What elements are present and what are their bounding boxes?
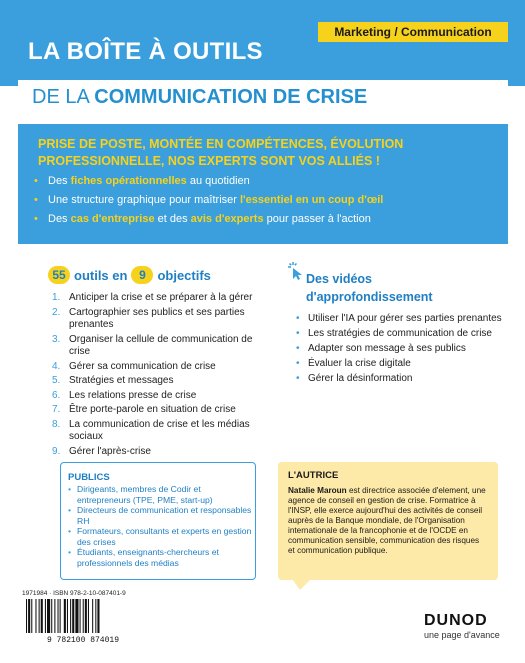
barcode-bar: [85, 599, 87, 633]
item-text: Gérer sa communication de crise: [69, 360, 216, 372]
intro-list: [34, 172, 504, 229]
barcode-bar: [75, 599, 78, 633]
item-text: Cartographier ses publics et ses parties prenantes: [69, 306, 245, 330]
list-item: • Formateurs, consultants et experts en gestion des crises: [68, 526, 252, 547]
list-item: [52, 419, 262, 444]
list-item: • Dirigeants, membres de Codir et entrepreneurs (TPE, PME, start-up): [68, 484, 252, 505]
intro-bullet: [34, 172, 504, 191]
objectives-count-badge: 9: [131, 266, 153, 284]
barcode-bar: [60, 599, 61, 633]
barcode-bar: [95, 599, 96, 633]
category-tag: Marketing / Communication: [318, 22, 508, 42]
author-name: Natalie Maroun: [288, 486, 347, 495]
list-item: [52, 404, 262, 417]
item-number: 3.: [52, 333, 61, 345]
barcode-bar: [45, 599, 46, 633]
barcode-bar: [51, 599, 52, 633]
barcode-bar: [26, 599, 27, 633]
barcode-bar: [72, 599, 74, 633]
item-number: 4.: [52, 360, 61, 372]
barcode-bar: [58, 599, 59, 633]
item-text: Les relations presse de crise: [69, 389, 197, 401]
author-bio: [288, 486, 488, 556]
title-line2: [32, 86, 367, 109]
barcode-bar: [97, 599, 99, 633]
list-item: [52, 446, 262, 459]
barcode-bar: [41, 599, 43, 633]
text: Des: [48, 213, 71, 225]
barcode: [22, 598, 144, 644]
barcode-bar: [92, 599, 93, 633]
cursor-click-icon: [288, 262, 304, 280]
tools-heading: [48, 266, 211, 284]
item-text: Organiser la cellule de communication de crise: [69, 333, 253, 357]
list-item: [52, 375, 262, 388]
barcode-bar: [83, 599, 84, 633]
title-line2-bold: COMMUNICATION DE CRISE: [94, 86, 368, 108]
intro-bullet: [34, 210, 504, 229]
list-item: [52, 307, 262, 332]
title-line1: LA BOÎTE À OUTILS: [28, 38, 263, 65]
item-text: Stratégies et messages: [69, 375, 174, 386]
publics-list: [68, 484, 252, 568]
isbn-line: 1971984 · ISBN 978-2-10-087401-9: [22, 590, 126, 597]
author-title: L'AUTRICE: [288, 470, 339, 481]
list-item: [52, 334, 262, 359]
list-item: • Étudiants, enseignants-chercheurs et professionnels des médias: [68, 547, 252, 568]
publisher-logo: DUNOD: [424, 612, 488, 629]
publics-title: PUBLICS: [68, 472, 110, 483]
item-number: 9.: [52, 445, 61, 457]
item-text: Gérer l'après-crise: [69, 445, 151, 457]
list-item: • Évaluer la crise digitale: [296, 357, 506, 370]
item-number: 1.: [52, 292, 61, 303]
barcode-bar: [54, 599, 55, 633]
text: Des: [48, 175, 71, 187]
item-number: 2.: [52, 306, 61, 318]
intro-headline: PRISE DE POSTE, MONTÉE EN COMPÉTENCES, ÉVOLUTION PROFESSIONNELLE, NOS EXPERTS SONT VOS ALLIÉS !: [38, 137, 404, 168]
item-text: La communication de crise et les médias sociaux: [69, 418, 250, 442]
list-item: • Adapter son message à ses publics: [296, 342, 506, 355]
videos-list: [296, 312, 506, 387]
author-bubble-tail: [290, 576, 314, 590]
barcode-bar: [88, 599, 89, 633]
item-number: 5.: [52, 375, 61, 386]
barcode-digits: 9 782100 874019: [46, 636, 120, 644]
barcode-bar: [64, 599, 66, 633]
list-item: [52, 361, 262, 374]
text: pour passer à l'action: [263, 213, 371, 225]
item-text: Anticiper la crise et se préparer à la gérer: [69, 292, 253, 303]
list-item: • Les stratégies de communication de crise: [296, 327, 506, 340]
barcode-bar: [47, 599, 50, 633]
objectives-list: [52, 292, 262, 460]
text-bold: avis d'experts: [190, 213, 264, 225]
barcode-bar: [35, 599, 36, 633]
list-item: [52, 390, 262, 403]
item-number: 7.: [52, 404, 61, 415]
list-item: [52, 292, 262, 305]
barcode-bar: [28, 599, 30, 633]
item-number: 8.: [52, 418, 61, 430]
barcode-bars: [26, 599, 100, 633]
objectives-label: objectifs: [157, 267, 211, 283]
publisher-tagline: une page d'avance: [424, 630, 500, 640]
barcode-bar: [70, 599, 71, 633]
barcode-bar: [39, 599, 40, 633]
videos-heading: Des vidéos d'approfondissement: [306, 272, 433, 304]
text: et des: [154, 213, 191, 225]
text-bold: l'essentiel en un coup d'œil: [239, 194, 384, 206]
barcode-bar: [80, 599, 81, 633]
intro-bullet: [34, 191, 504, 210]
text-bold: fiches opérationnelles: [70, 175, 187, 187]
title-line2-prefix: DE LA: [32, 86, 95, 108]
list-item: • Gérer la désinformation: [296, 372, 506, 385]
list-item: • Utiliser l'IA pour gérer ses parties prenantes: [296, 312, 506, 325]
author-bio-text: est directrice associée d'element, une agence de conseil en gestion de crise. Formatrice à l'INSP, elle exerce aujourd'hui des activités de conseil auprès de la Banque mondiale, de l'Organisation internationale de la francophonie et de l'OCDE en communication sensible, communication des risques et communication publique.: [288, 486, 486, 555]
item-text: Être porte-parole en situation de crise: [69, 404, 236, 415]
list-item: • Directeurs de communication et responsables RH: [68, 505, 252, 526]
barcode-bar: [67, 599, 68, 633]
text: au quotidien: [186, 175, 250, 187]
text: Une structure graphique pour maîtriser: [48, 194, 240, 206]
text-bold: cas d'entreprise: [70, 213, 155, 225]
tools-label: outils en: [74, 267, 128, 283]
tools-count-badge: 55: [48, 266, 70, 284]
item-number: 6.: [52, 389, 61, 401]
barcode-bar: [31, 599, 32, 633]
